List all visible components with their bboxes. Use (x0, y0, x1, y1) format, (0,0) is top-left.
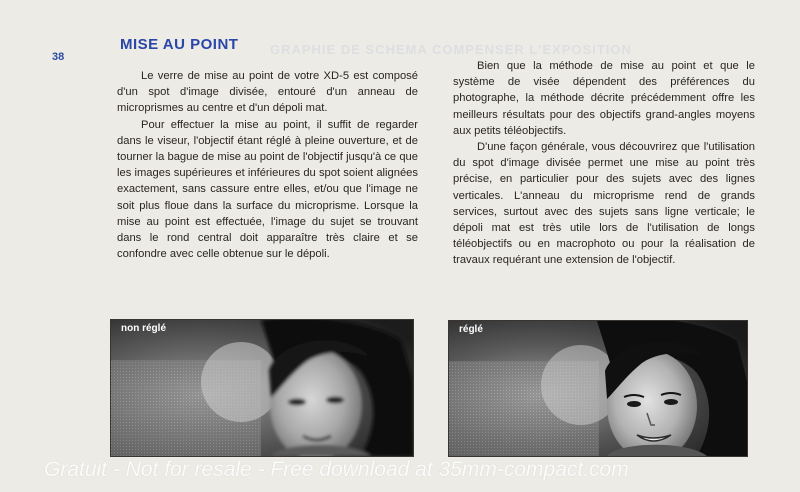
left-text-column (117, 68, 418, 262)
left-paragraph-2: Pour effectuer la mise au point, il suffit de regarder dans le viseur, l'objectif étant réglé à pleine ouverture, et de tourner la bague de mise au point de l'objectif jusqu'à ce que les images supérieures et inférieures du spot soient alignées exactement, sans cassure entre elles, et/ou que l'image ne soit plus floue dans la surface du microprisme. Lorsque la mise au point est effectuée, l'image du sujet se trouvant dans le rond central doit apparaître très claire et se confondre avec celle obtenue sur le dépoli. (117, 118, 418, 261)
watermark-text: Gratuit - Not for resale - Free download at 35mm-compact.com (44, 458, 629, 481)
right-text-column (453, 58, 755, 269)
left-paragraph-1: Le verre de mise au point de votre XD-5 est composé d'un spot d'image divisée, entouré d'un anneau de microprismes au centre et d'un dépoli mat. (117, 70, 418, 115)
unfocused-viewfinder-photo (110, 319, 414, 457)
focused-viewfinder-photo (448, 320, 748, 457)
right-paragraph-1: Bien que la méthode de mise au point et que le système de visée dépendent des préférences du photographe, la méthode décrite précédemment offre les meilleurs résultats pour des objectifs grand-angles moyens aux petits téléobjectifs. (453, 60, 755, 137)
page-number: 38 (52, 51, 65, 63)
right-paragraph-2: D'une façon générale, vous découvrirez que l'utilisation du spot d'image divisée permet une mise au point très précise, en particulier pour des sujets avec des lignes verticales. L'anneau du microprisme rend de grands services, surtout avec des sujets sans ligne verticale; le dépoli mat est très utile lors de l'utilisation de longs téléobjectifs ou en macrophoto ou pour la réalisation de travaux requérant une extension de l'objectif. (453, 141, 755, 267)
unfocused-photo-image (111, 320, 413, 456)
unfocused-photo-label: non réglé (121, 323, 167, 334)
page-title: MISE AU POINT (120, 36, 239, 53)
focused-photo-label: réglé (459, 324, 483, 335)
show-through-text: GRAPHIE DE SCHEMA COMPENSER L'EXPOSITION (270, 42, 632, 57)
focused-photo-image (449, 321, 747, 456)
